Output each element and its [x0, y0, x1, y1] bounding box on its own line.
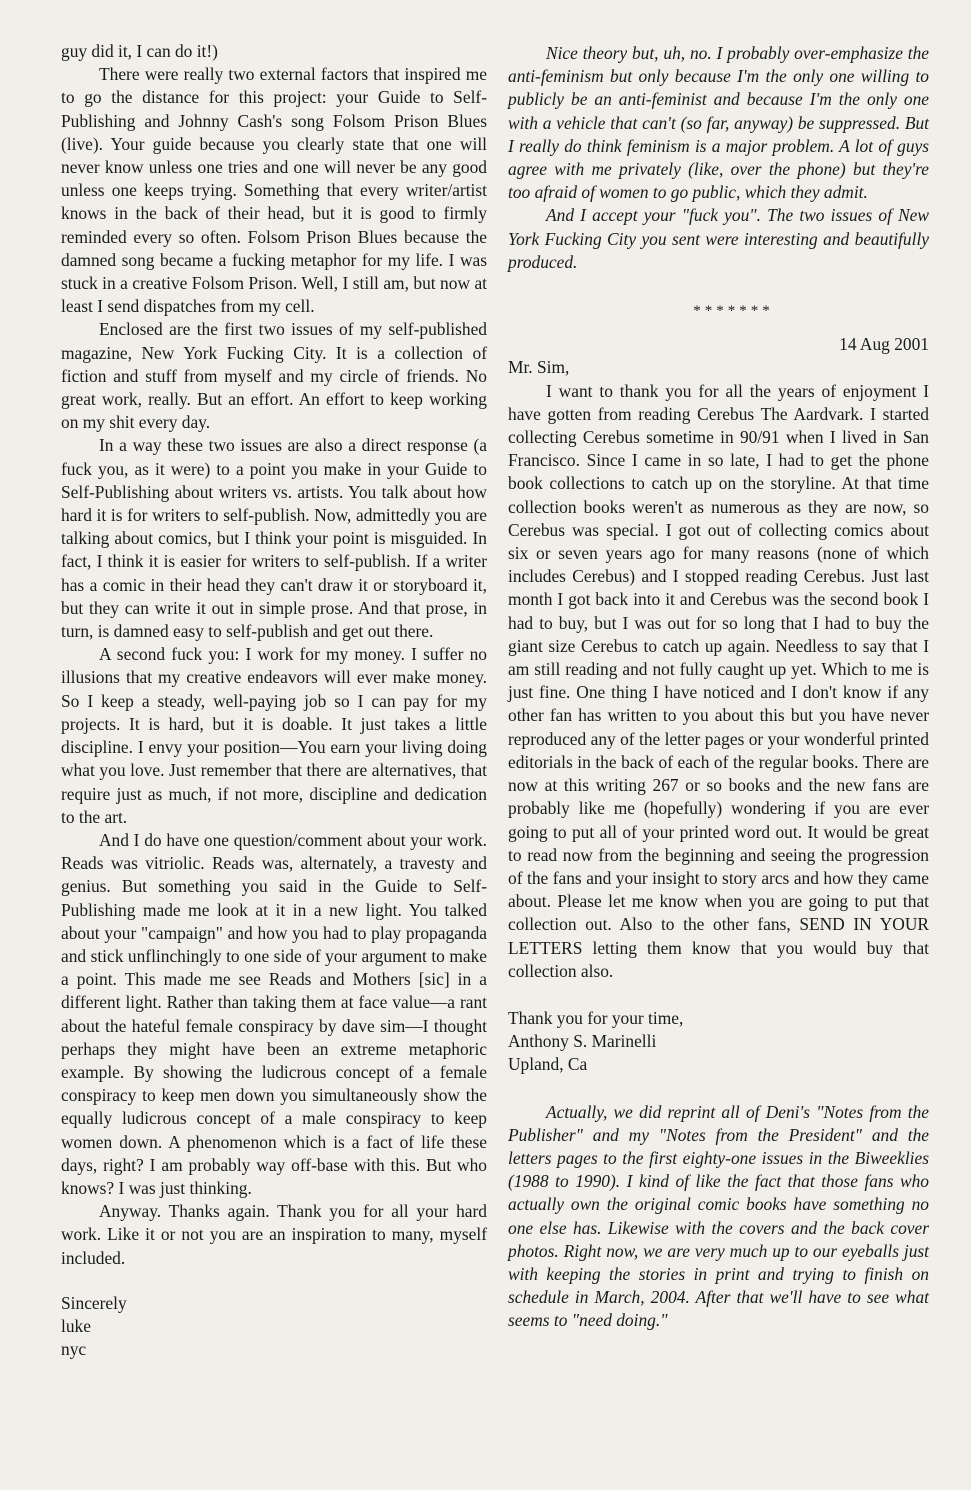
- letter-closing: [508, 1007, 929, 1077]
- signoff-line: Sincerely: [61, 1292, 127, 1313]
- letter-paragraph: There were really two external factors that inspired me to go the distance for this project: your Guide to Self-Publishing and Johnny Cash's song Folsom Prison Blues (live). Your guide because you clearly state that one will never know unless one tries and one will never be any good unless one keeps trying. Something that every writer/artist knows in the back of their head, but it is good to firmly reminded every so often. Folsom Prison Blues because the damned song became a fucking metaphor for my life. I was stuck in a creative Folsom Prison. Well, I still am, but now at least I send dispatches from my cell.: [61, 64, 487, 317]
- letter-date: 14 Aug 2001: [839, 334, 929, 355]
- letter-salutation: Mr. Sim,: [508, 357, 570, 378]
- letter-paragraph: A second fuck you: I work for my money. I suffer no illusions that my creative endeavors will ever make money. So I keep a steady, well-paying job so I can pay for my projects. It is hard, but it is doable. It just takes a little discipline. I envy your position—You earn your living doing what you love. Just remember that there are alternatives, that require just as much, if not more, discipline and dedication to the art.: [61, 644, 487, 827]
- spacer: [61, 1270, 487, 1292]
- spacer: [508, 1077, 929, 1101]
- letter-paragraph: And I do have one question/comment about your work. Reads was vitriolic. Reads was, alternately, a travesty and genius. But something you said in the Guide to Self-Publishing made me look at it in a new light. You talked about your "campaign" and how you had to play propaganda and stick unflinchingly to one side of your argument to make a point. This made me see Reads and Mothers [sic] in a different light. Rather than taking them at face value—a rant about the hateful female conspiracy by dave sim—I thought perhaps they might have been an extreme metaphoric example. By showing the ludicrous concept of a female conspiracy to keep men down you simultaneously show the equally ludicrous concept of a male conspiracy to keep women down. A phenomenon which is a fact of life these days, right? I am probably way off-base with this. But who knows? I was just thinking.: [61, 829, 487, 1198]
- signoff-city: nyc: [61, 1339, 87, 1360]
- letter-body: I want to thank you for all the years of enjoyment I have gotten from reading Cerebus The Aardvark. I started collecting Cerebus sometime in 90/91 when I lived in San Francisco. Since I came in so late, I had to get the phone book collections to catch up on the storyline. At that time collection books weren't as numerous as they are now, so Cerebus was special. I got out of collecting comics about six or seven years ago for many reasons (none of which includes Cerebus) and I stopped reading Cerebus. Just last month I got back into it and Cerebus was the second book I had to buy, but I was out for so long that I had to buy the giant size Cerebus to catch up again. Needless to say that I am still reading and not fully caught up yet. Which to me is just fine. One thing I have noticed and I don't know if any other fan has written to you about this but you have never reproduced any of the letter pages or your wonderful printed editorials in the back of each of the regular books. There are now at this writing 267 or so books and the new fans are probably like me (hopefully) wondering if you are ever going to put all of your printed word out. It would be great to read now from the beginning and seeing the progression of the fans and your insight to story arcs and how they came about. Please let me know when you are going to put that collection out. Also to the other fans, SEND IN YOUR LETTERS letting them know that you would buy that collection also.: [508, 380, 929, 981]
- letter-paragraph: Enclosed are the first two issues of my self-published magazine, New York Fucking City. It is a collection of fiction and stuff from myself and my circle of friends. No great work, really. But an effort. An effort to keep working on my shit every day.: [61, 319, 487, 433]
- editor-reply: Actually, we did reprint all of Deni's "Notes from the Publisher" and my "Notes from the President" and the letters pages to the first eighty-one issues in the Biweeklies (1988 to 1990). I kind of like the fact that those fans who actually own the original comic books have something no one else has. Likewise with the covers and the back cover photos. Right now, we are very much up to our eyeballs just with keeping the stories in print and trying to finish on schedule in March, 2004. After that we'll have to see what seems to "need doing.": [508, 1101, 929, 1331]
- section-separator: *******: [693, 303, 774, 320]
- closing-name: Anthony S. Marinelli: [508, 1031, 657, 1052]
- left-column: [61, 40, 487, 1361]
- right-column: [508, 42, 929, 1333]
- closing-location: Upland, Ca: [508, 1054, 588, 1075]
- editor-reply: And I accept your "fuck you". The two issues of New York Fucking City you sent were interesting and beautifully produced.: [508, 205, 929, 272]
- signoff-name: luke: [61, 1315, 91, 1336]
- letter-paragraph: In a way these two issues are also a direct response (a fuck you, as it were) to a point you make in your Guide to Self-Publishing about writers vs. artists. You talk about how hard it is for writers to self-publish. Now, admittedly you are talking about comics, but I think your point is misguided. In fact, I think it is easier for writers to self-publish. If a writer has a comic in their head they can't draw it or storyboard it, but they can write it out in simple prose. And that prose, in turn, is damned easy to self-publish and get out there.: [61, 435, 487, 642]
- letter-continuation: guy did it, I can do it!): [61, 41, 218, 61]
- letter-signoff: [61, 1292, 487, 1362]
- letter-paragraph: Anyway. Thanks again. Thank you for all your hard work. Like it or not you are an inspiration to many, myself included.: [61, 1201, 487, 1268]
- spacer: [508, 983, 929, 1007]
- editor-reply: Nice theory but, uh, no. I probably over-emphasize the anti-feminism but only because I'm the only one willing to publicly be an anti-feminist and because I'm the only one with a vehicle that can't (so far, anyway) be suppressed. But I really do think feminism is a major problem. A lot of guys agree with me privately (like, over the phone) but they're too afraid of women to go public, which they admit.: [508, 43, 929, 203]
- closing-line: Thank you for your time,: [508, 1007, 684, 1028]
